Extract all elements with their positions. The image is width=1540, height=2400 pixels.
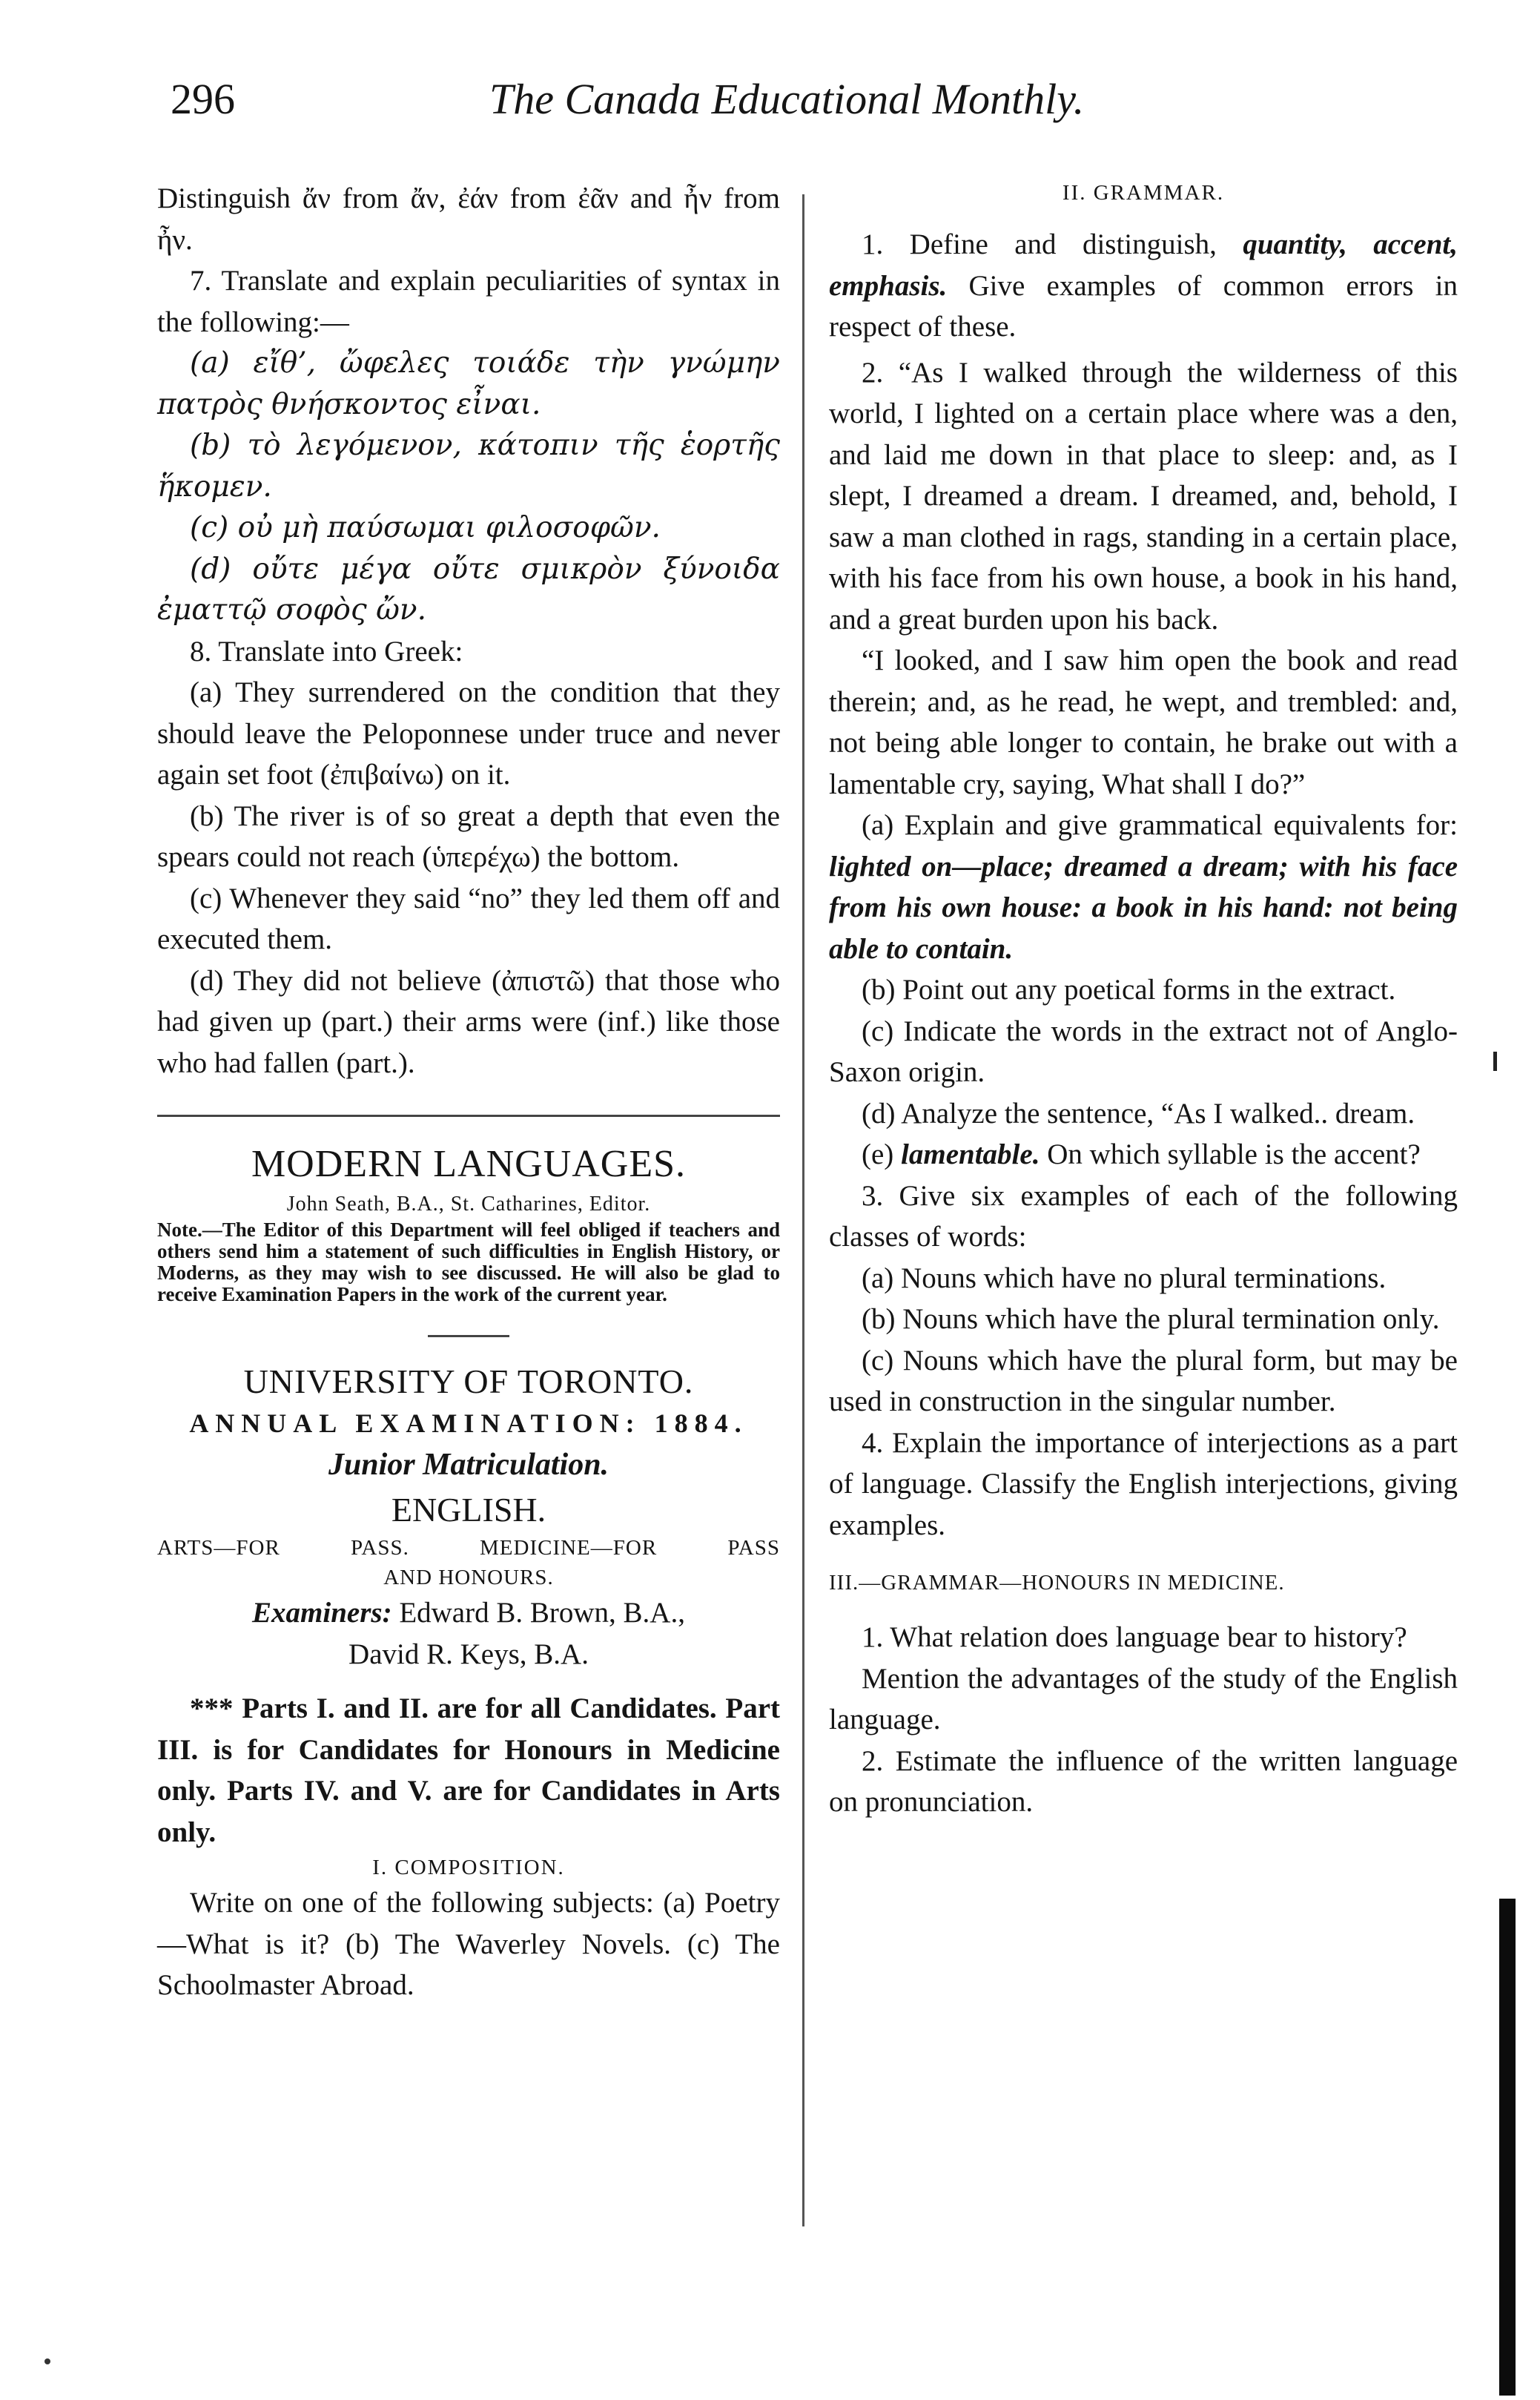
question-8: 8. Translate into Greek:	[190, 635, 463, 667]
question-8a: (a) They surrendered on the condition that they should leave the Peloponnese under truce and never again set foot (ἐπιβαίνω) on it.	[157, 676, 780, 791]
grammar-q2-extract-cont: “I looked, and I saw him open the book and read therein; and, as he read, he wept, and trembled: and, not being able longer to contain, he brake out with a lamentable cry, saying, What shall I do?”	[829, 644, 1458, 800]
junior-matriculation: Junior Matriculation.	[328, 1448, 609, 1482]
grammar-q3: 3. Give six examples of each of the following classes of words:	[829, 1179, 1458, 1253]
examiner-1: Edward B. Brown, B.A.,	[399, 1597, 685, 1629]
question-7a: (a) εἴθ’, ὤφελες τοιάδε τὴν γνώμην πατρὸς θνήσκοντος εἶναι.	[157, 346, 780, 421]
grammar-q2a-phrases: lighted on—place; dreamed a dream; with his face from his own house: a book in his hand: not being able to contain.	[829, 850, 1458, 965]
grammar-q2e-tail: On which syllable is the accent?	[1047, 1138, 1421, 1170]
question-8d: (d) They did not believe (ἀπιστῶ) that those who had given up (part.) their arms were (inf.) like those who had fallen (part.).	[157, 964, 780, 1079]
question-7: 7. Translate and explain peculiarities of syntax in the following:—	[157, 265, 780, 338]
question-7b: (b) τὸ λεγόμενον, κάτοπιν τῆς ἑορτῆς ἥκομεν.	[157, 429, 780, 504]
grammar-heading: II. GRAMMAR.	[1062, 181, 1225, 205]
examiners	[157, 1592, 780, 1675]
grammar-q1-tail: Give examples of common errors in respect of these.	[829, 269, 1458, 343]
margin-dot	[44, 2358, 50, 2364]
grammar-q4: 4. Explain the importance of interjections as a part of language. Classify the English interjections, giving examples.	[829, 1426, 1458, 1541]
university-heading: UNIVERSITY OF TORONTO.	[243, 1362, 694, 1400]
question-8b: (b) The river is of so great a depth that even the spears could not reach (ὑπερέχω) the bottom.	[157, 800, 780, 873]
grammar-q1	[829, 224, 1458, 348]
running-title: The Canada Educational Monthly.	[489, 75, 1085, 123]
examiners-label: Examiners:	[252, 1597, 392, 1629]
column-divider	[802, 194, 804, 2226]
honours-q1: 1. What relation does language bear to history?	[862, 1621, 1407, 1653]
honours-line: AND HONOURS.	[383, 1566, 554, 1589]
distinguish-line	[157, 178, 780, 260]
parts-note: *** Parts I. and II. are for all Candidates. Part III. is for Candidates for Honours in Medicine only. Parts IV. and V. are for Candidates in Arts only.	[157, 1692, 780, 1848]
grammar-q2a	[829, 805, 1458, 969]
grammar-q2e-label: (e)	[862, 1138, 894, 1170]
page-edge-shadow	[1499, 1899, 1516, 2396]
composition-heading: I. COMPOSITION.	[372, 1856, 565, 1879]
right-column	[829, 178, 1458, 1823]
grammar-q1-terms: quantity, accent, emphasis.	[829, 228, 1458, 302]
honours-medicine-heading: III.—GRAMMAR—HONOURS IN MEDICINE.	[829, 1571, 1285, 1595]
left-column	[157, 178, 780, 2006]
page-header	[0, 74, 1540, 141]
arts-medicine-line: ARTS—FOR PASS. MEDICINE—FOR PASS	[157, 1536, 780, 1560]
honours-q1-cont: Mention the advantages of the study of the English language.	[829, 1662, 1458, 1735]
section-rule	[157, 1115, 780, 1117]
grammar-q2a-lead: (a) Explain and give grammatical equivalents for:	[862, 809, 1458, 841]
page-number: 296	[171, 75, 235, 123]
question-8c: (c) Whenever they said “no” they led them off and executed them.	[157, 882, 780, 955]
question-7d: (d) οὔτε μέγα οὔτε σμικρὸν ξύνοιδα ἐματτῷ σοφὸς ὤν.	[157, 552, 780, 627]
short-rule	[428, 1335, 509, 1337]
grammar-q1-lead: 1. Define and distinguish,	[862, 228, 1217, 260]
english-heading: ENGLISH.	[391, 1491, 546, 1529]
editor-note: Note.—The Editor of this Department will feel obliged if teachers and others send him a statement of such difficulties in English History, or Moderns, as they may wish to see discussed. He will also be glad to receive Examination Papers in the work of the current year.	[157, 1219, 780, 1305]
grammar-q2b: (b) Point out any poetical forms in the extract.	[862, 974, 1396, 1006]
annual-exam-heading: ANNUAL EXAMINATION: 1884.	[189, 1408, 748, 1438]
grammar-q2e	[829, 1134, 1458, 1176]
composition-text: Write on one of the following subjects: (a) Poetry—What is it? (b) The Waverley Novels. (c) The Schoolmaster Abroad.	[157, 1887, 780, 2001]
grammar-q2c: (c) Indicate the words in the extract not of Anglo-Saxon origin.	[829, 1015, 1458, 1088]
question-7c: (c) οὐ μὴ παύσωμαι φιλοσοφῶν.	[190, 511, 661, 544]
margin-mark	[1493, 1052, 1497, 1071]
grammar-q3b: (b) Nouns which have the plural termination only.	[862, 1303, 1440, 1335]
modern-languages-heading: MODERN LANGUAGES.	[251, 1143, 687, 1185]
grammar-q2e-word: lamentable.	[901, 1138, 1040, 1170]
grammar-q2-extract: 2. “As I walked through the wilderness of this world, I lighted on a certain place where was a den, and laid me down in that place to sleep: and, as I slept, I dreamed a dream. I dreamed, and, behold, I saw a man clothed in rags, standing in a certain place, with his face from his own house, a book in his hand, and a great burden upon his back.	[829, 356, 1458, 636]
grammar-q2d: (d) Analyze the sentence, “As I walked.. dream.	[862, 1097, 1415, 1130]
honours-q2: 2. Estimate the influence of the written language on pronunciation.	[829, 1744, 1458, 1818]
distinguish-text: Distinguish ἄν from ἄν, ἐάν from ἐᾶν and ἦν from ἦν.	[157, 182, 780, 256]
examiner-2: David R. Keys, B.A.	[348, 1638, 589, 1670]
editor-line: John Seath, B.A., St. Catharines, Editor.	[286, 1193, 651, 1216]
grammar-q3a: (a) Nouns which have no plural terminations.	[862, 1262, 1387, 1294]
grammar-q3c: (c) Nouns which have the plural form, but may be used in construction in the singular number.	[829, 1344, 1458, 1417]
